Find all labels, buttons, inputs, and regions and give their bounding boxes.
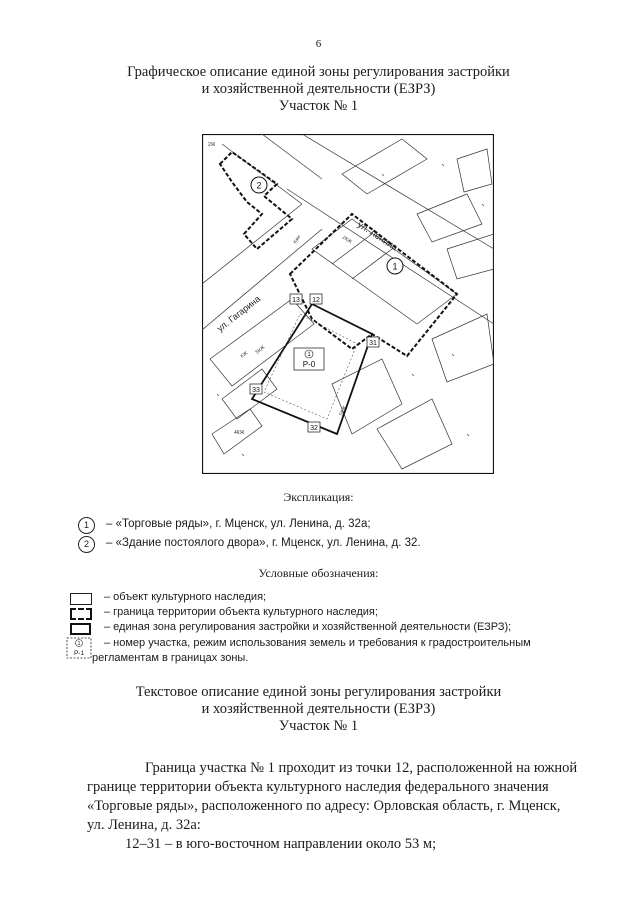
graphic-title-line-2: и хозяйственной деятельности (ЕЗРЗ) (201, 81, 436, 97)
map-small-label: 2КЖ (340, 234, 353, 246)
svg-text:31: 31 (369, 340, 377, 347)
legend-item-3: – единая зона регулирования застройки и хозяйственной деятельности (ЕЗРЗ); (104, 621, 512, 633)
svg-text:32: 32 (310, 425, 318, 432)
dashed-border-rectangle-icon (70, 608, 92, 620)
svg-text:1: 1 (307, 352, 311, 358)
street-label-lenina: ул. Ленина (355, 219, 400, 253)
site-map (202, 134, 494, 474)
svg-text:2: 2 (256, 180, 262, 191)
paragraph-line-2: границе территории объекта культурного наследия федерального значения (87, 779, 549, 795)
svg-text:12: 12 (312, 297, 320, 304)
point-label-32 (308, 422, 320, 432)
explication-item-2: – «Здание постоялого двора», г. Мценск, ул. Ленина, д. 32. (106, 537, 421, 549)
svg-text:Р-0: Р-0 (302, 360, 316, 369)
point-label-31 (367, 337, 379, 347)
legend-item-4-continuation: регламентам в границах зоны. (92, 652, 249, 664)
textual-subtitle: Участок № 1 (278, 718, 359, 734)
paragraph-line-1: Граница участка № 1 проходит из точки 12, расположенной на южной (145, 760, 578, 776)
map-small-label: Кжн (292, 234, 303, 245)
textual-title-line-2: и хозяйственной деятельности (ЕЗРЗ) (201, 701, 436, 717)
thick-border-rectangle-icon (70, 623, 91, 635)
paragraph-line-3: «Торговые ряды», расположенного по адресу: Орловская область, г. Мценск, (87, 798, 561, 814)
legend-item-4: – номер участка, режим использования земель и требования к градостроительным (104, 637, 531, 649)
legend-item-2: – граница территории объекта культурного наследия; (104, 606, 378, 618)
point-label-12 (310, 294, 322, 304)
paragraph-line-4: ул. Ленина, д. 32а: (87, 817, 201, 833)
map-small-label: 5КЖ (254, 344, 267, 356)
legend-item-1: – объект культурного наследия; (104, 591, 267, 603)
svg-text:1: 1 (77, 641, 81, 647)
plain-rectangle-icon (70, 593, 92, 605)
segment-line: 12–31 – в юго-восточном направлении около 53 м; (125, 836, 437, 852)
street-label-gagarina: ул. Гагарина (215, 293, 263, 334)
page-number: 6 (315, 38, 322, 50)
explication-title: Экспликация: (283, 490, 354, 504)
map-small-label: 4КЖ (234, 430, 245, 436)
svg-text:1: 1 (392, 261, 398, 272)
textual-title-line-1: Текстовое описание единой зоны регулирования застройки (135, 684, 502, 700)
object-1-marker-icon: 1 (78, 517, 95, 534)
point-label-13 (290, 294, 302, 304)
object-2-marker-icon: 2 (78, 536, 95, 553)
explication-item-1: – «Торговые ряды», г. Мценск, ул. Ленина, д. 32а; (106, 518, 371, 530)
graphic-title-line-1: Графическое описание единой зоны регулирования застройки (127, 64, 510, 80)
zone-marker-p0 (294, 348, 324, 370)
legend-title: Условные обозначения: (258, 566, 379, 580)
object-marker-1 (387, 258, 403, 274)
svg-text:33: 33 (252, 387, 260, 394)
object-marker-2 (251, 177, 267, 193)
zone-number-icon (66, 637, 92, 659)
map-small-label: КЖ (239, 350, 250, 360)
map-small-label: 5КЖ (338, 404, 349, 417)
map-small-label: 2Ж (208, 142, 216, 148)
point-label-33 (250, 384, 262, 394)
graphic-subtitle: Участок № 1 (278, 98, 359, 114)
svg-text:Р-1: Р-1 (73, 650, 85, 657)
svg-text:13: 13 (292, 297, 300, 304)
